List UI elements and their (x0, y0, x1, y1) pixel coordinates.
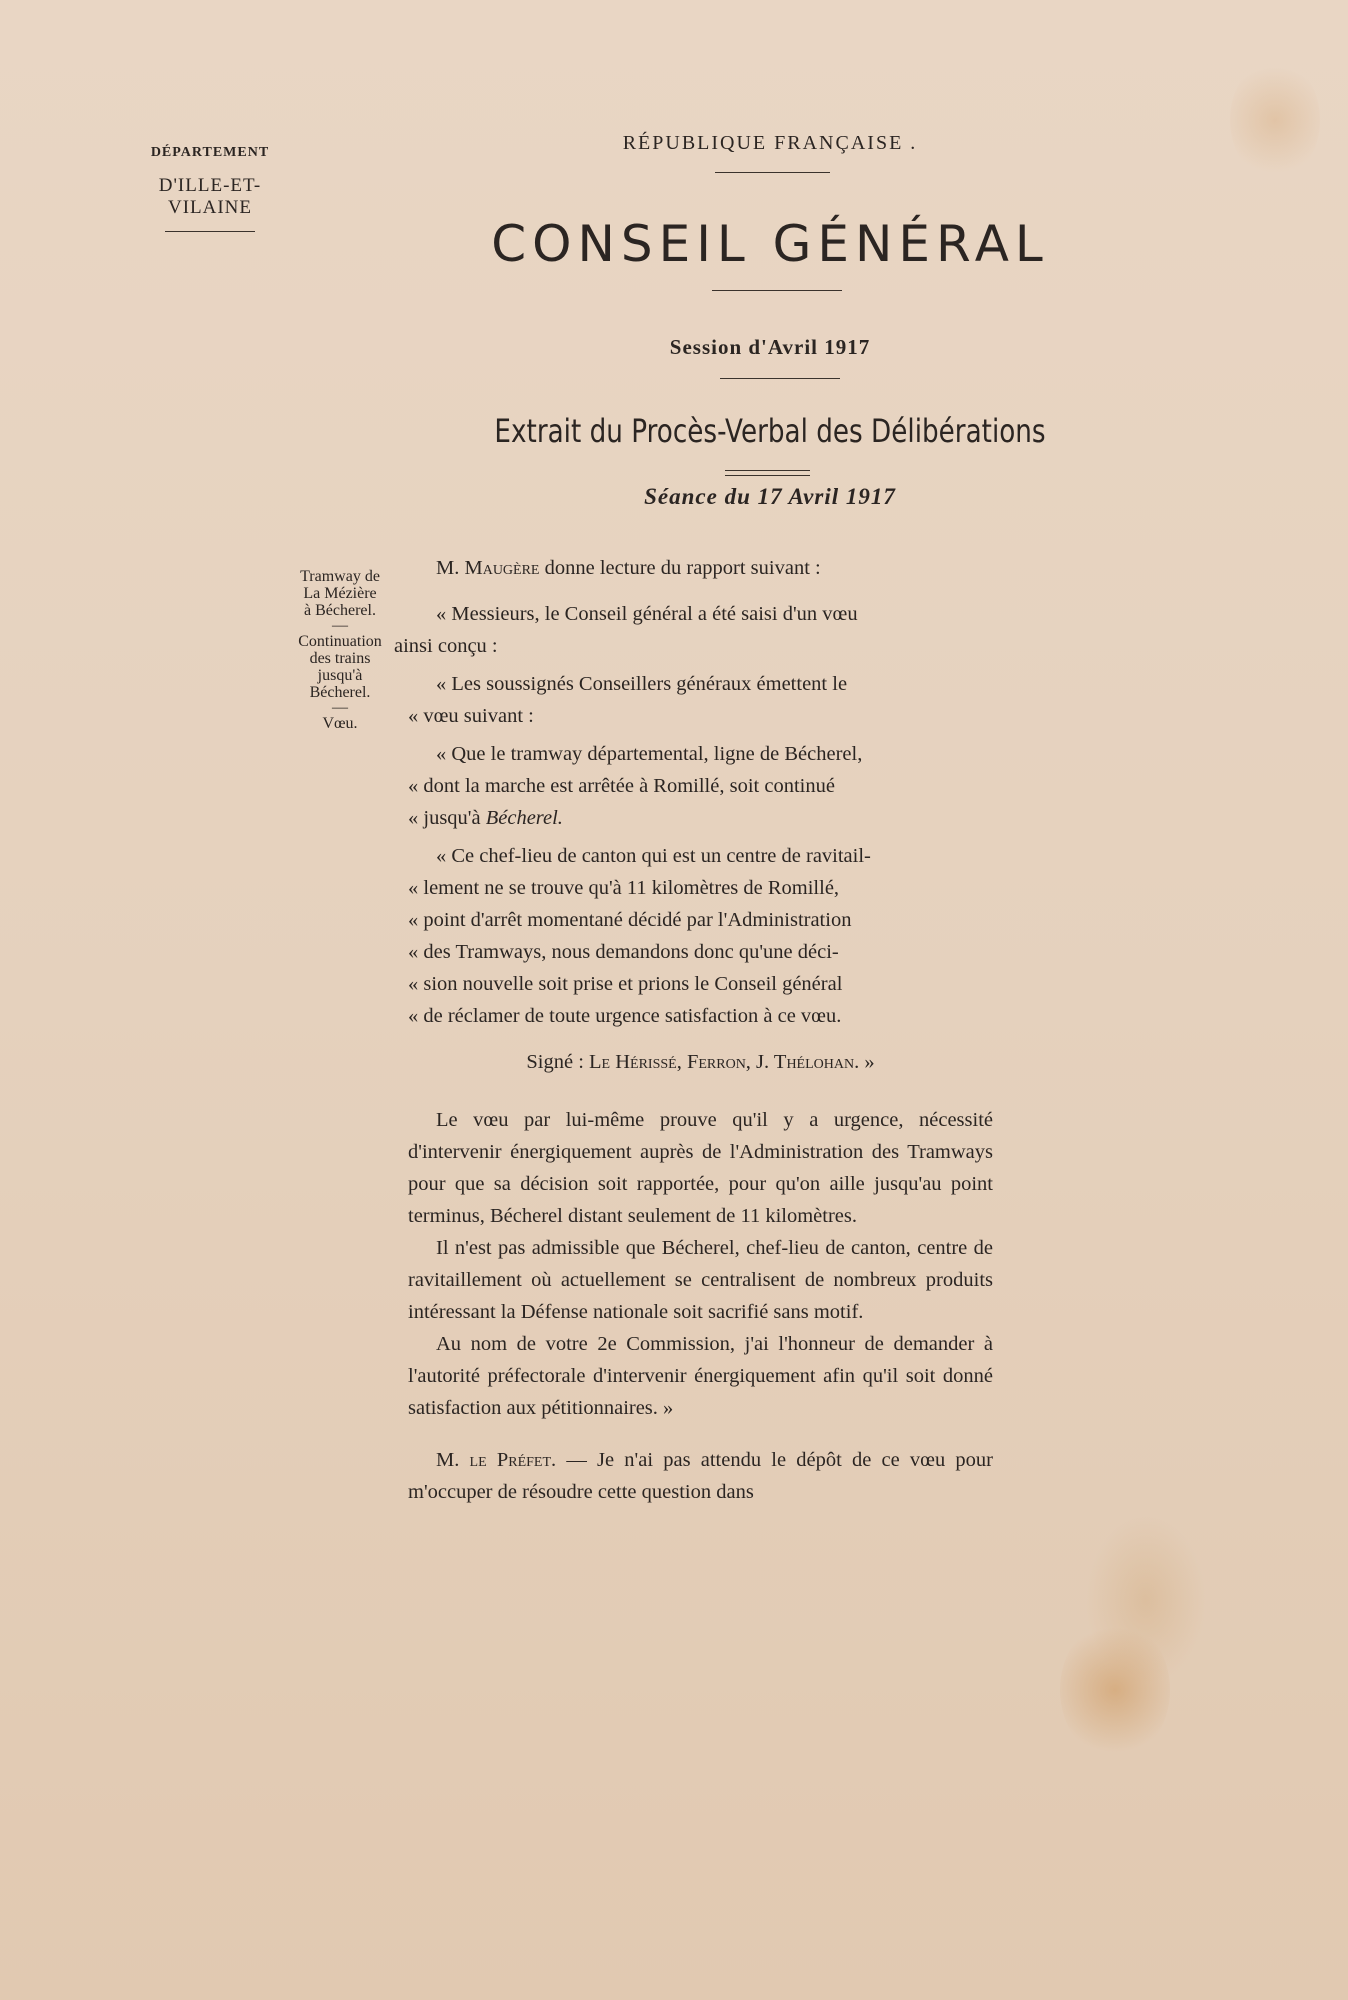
republique-heading: RÉPUBLIQUE FRANÇAISE . (622, 132, 918, 154)
department-rule (165, 231, 255, 232)
department-name: D'ILLE-ET-VILAINE (158, 175, 262, 218)
intro-line: M. Maugère donne lecture du rapport suivant : (436, 557, 821, 579)
becherel-italic: Bécherel. (485, 807, 563, 829)
margin-dash-2: — (332, 699, 348, 716)
quote-line-7: « jusqu'à Bécherel. (408, 807, 563, 829)
paragraph-admissible: Il n'est pas admissible que Bécherel, chef-lieu de canton, centre de ravitaillement où actuellement se centralisent de nombreux produits intéressant la Défense nationale soit sacrifié sans motif. (408, 1237, 993, 1323)
margin-title-1: Tramway de (300, 568, 380, 585)
quote-line-10: « point d'arrêt momentané décidé par l'Administration (408, 909, 852, 931)
republique-rule (715, 172, 830, 173)
body-text (394, 552, 993, 1508)
paragraph-commission: Au nom de votre 2e Commission, j'ai l'honneur de demander à l'autorité préfectorale d'intervenir énergiquement afin qu'il soit donné satisfaction aux pétitionnaires. » (408, 1333, 993, 1419)
paragraph-urgence: Le vœu par lui-même prouve qu'il y a urgence, nécessité d'intervenir énergiquement auprès de l'Administration des Tramways pour que sa décision soit rapportée, pour qu'on aille jusqu'au point terminus, Bécherel distant seulement de 11 kilomètres. (408, 1109, 993, 1227)
margin-subject-1: Continuation (298, 633, 382, 650)
quote-line-1: « Messieurs, le Conseil général a été saisi d'un vœu (436, 603, 858, 625)
margin-note (270, 568, 410, 732)
quote-line-8: « Ce chef-lieu de canton qui est un centre de ravitail- (436, 845, 871, 867)
edge-stain (1230, 60, 1320, 180)
paragraph-prefet: M. le Préfet. — Je n'ai pas attendu le dépôt de ce vœu pour m'occuper de résoudre cette question dans (408, 1449, 993, 1503)
department-header (120, 145, 300, 232)
signatory-names: Le Hérissé, Ferron, J. Thélohan. (589, 1051, 860, 1073)
quote-line-12: « sion nouvelle soit prise et prions le Conseil général (408, 973, 843, 995)
session-rule (720, 378, 840, 379)
page-title: CONSEIL GÉNÉRAL (491, 215, 1049, 273)
quote-line-2: ainsi conçu : (394, 635, 498, 657)
margin-subject-4: Bécherel. (309, 684, 371, 701)
water-stain (1060, 1620, 1170, 1760)
department-label: DÉPARTEMENT (150, 145, 270, 160)
quote-line-9: « lement ne se trouve qu'à 11 kilomètres de Romillé, (408, 877, 840, 899)
speaker-name: Maugère (464, 557, 540, 579)
signatures-line: Signé : Le Hérissé, Ferron, J. Thélohan. » (526, 1051, 875, 1073)
quote-line-5: « Que le tramway départemental, ligne de Bécherel, (436, 743, 863, 765)
extrait-rule-bottom (725, 475, 810, 476)
quote-line-3: « Les soussignés Conseillers généraux émettent le (436, 673, 848, 695)
quote-line-6: « dont la marche est arrêtée à Romillé, soit continué (408, 775, 835, 797)
quote-line-11: « des Tramways, nous demandons donc qu'une déci- (408, 941, 839, 963)
margin-title-2: La Mézière (303, 585, 377, 602)
quote-line-4: « vœu suivant : (408, 705, 534, 727)
prefet-name: le Préfet. (469, 1449, 557, 1471)
session-heading: Session d'Avril 1917 (669, 335, 871, 359)
extrait-rule-top (725, 470, 810, 471)
margin-subject-2: des trains (309, 650, 371, 667)
quote-line-13: « de réclamer de toute urgence satisfaction à ce vœu. (408, 1005, 842, 1027)
extrait-heading: Extrait du Procès-Verbal des Délibérations (494, 412, 1046, 450)
margin-type: Vœu. (322, 715, 358, 732)
seance-heading: Séance du 17 Avril 1917 (644, 484, 896, 509)
title-rule (712, 290, 842, 291)
margin-title-3: à Bécherel. (304, 602, 376, 619)
margin-subject-3: jusqu'à (317, 667, 363, 684)
margin-dash-1: — (332, 617, 348, 634)
